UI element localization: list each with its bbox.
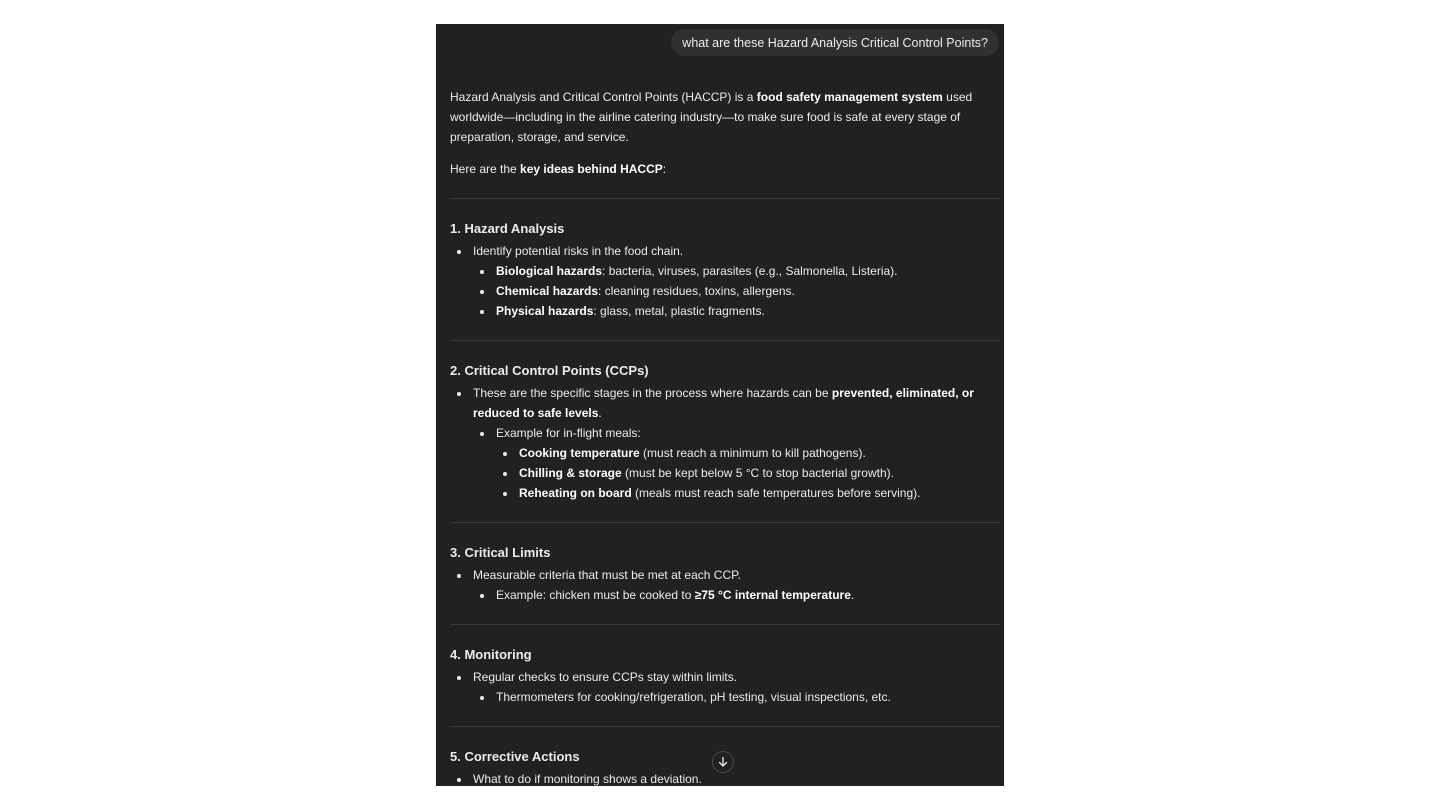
list-item — [450, 301, 1000, 321]
list-item-text: (meals must reach safe temperatures before serving). — [631, 486, 921, 500]
bullet-list — [450, 241, 1000, 321]
list-item-bold: Chilling & storage — [519, 466, 622, 480]
list-item-text: Thermometers for cooking/refrigeration, pH testing, visual inspections, etc. — [496, 690, 891, 704]
intro-bold: food safety management system — [756, 90, 943, 104]
bullet-icon — [480, 310, 484, 314]
list-item-bold: prevented, eliminated, or reduced to safe levels — [473, 386, 974, 420]
bullet-icon — [480, 270, 484, 274]
list-item — [450, 585, 1000, 605]
bullet-icon — [457, 676, 461, 680]
key-ideas-text-c: : — [662, 162, 667, 176]
list-item — [450, 687, 1000, 707]
intro-text-a: Hazard Analysis and Critical Control Points (HACCP) is a — [450, 90, 757, 104]
section-heading: 3. Critical Limits — [450, 545, 551, 560]
section-critical-control-points — [450, 341, 1000, 522]
list-item-text: Example for in-flight meals: — [496, 426, 641, 440]
bullet-list — [450, 383, 1000, 503]
intro-text-c: used worldwide—including in the airline catering industry—to make sure food is safe at every stage of preparation, storage, and service. — [450, 90, 973, 144]
list-item — [450, 261, 1000, 281]
bullet-icon — [503, 452, 507, 456]
key-ideas-text-a: Here are the — [450, 162, 521, 176]
list-item-text: What to do if monitoring shows a deviation. — [473, 772, 702, 786]
list-item-bold: Biological hazards — [496, 264, 603, 278]
section-heading: 1. Hazard Analysis — [450, 221, 565, 236]
key-ideas-paragraph — [450, 159, 1000, 179]
list-item-text: . — [850, 588, 855, 602]
bullet-icon — [503, 472, 507, 476]
bullet-icon — [480, 696, 484, 700]
section-critical-limits — [450, 523, 1000, 624]
bullet-icon — [503, 492, 507, 496]
user-message-bubble — [671, 29, 999, 56]
bullet-list — [450, 565, 1000, 605]
list-item-text: : cleaning residues, toxins, allergens. — [598, 284, 795, 298]
intro-paragraph — [450, 87, 1000, 147]
list-item — [450, 443, 1000, 463]
key-ideas-bold: key ideas behind HACCP — [520, 162, 663, 176]
scroll-to-bottom-button[interactable] — [712, 751, 734, 773]
list-item — [450, 383, 1000, 423]
list-item-text: Example: chicken must be cooked to — [496, 588, 695, 602]
list-item — [450, 423, 1000, 443]
section-heading: 5. Corrective Actions — [450, 749, 580, 764]
assistant-response — [450, 87, 1000, 786]
list-item-bold: Physical hazards — [496, 304, 594, 318]
bullet-icon — [457, 392, 461, 396]
list-item — [450, 565, 1000, 585]
list-item-bold: ≥75 °C internal temperature — [694, 588, 851, 602]
section-monitoring — [450, 625, 1000, 726]
list-item — [450, 463, 1000, 483]
chat-panel — [436, 24, 1004, 786]
list-item-text: Regular checks to ensure CCPs stay within limits. — [473, 670, 738, 684]
list-item-text: Measurable criteria that must be met at each CCP. — [473, 568, 741, 582]
list-item-bold: Reheating on board — [519, 486, 632, 500]
bullet-icon — [457, 574, 461, 578]
list-item — [450, 241, 1000, 261]
list-item-text: (must reach a minimum to kill pathogens). — [639, 446, 866, 460]
list-item-text: Identify potential risks in the food chain. — [473, 244, 684, 258]
section-heading: 2. Critical Control Points (CCPs) — [450, 363, 649, 378]
list-item-text: . — [598, 406, 602, 420]
section-heading: 4. Monitoring — [450, 647, 532, 662]
arrow-down-icon — [717, 756, 729, 768]
list-item-text: : glass, metal, plastic fragments. — [593, 304, 765, 318]
list-item-bold: Chemical hazards — [496, 284, 599, 298]
bullet-icon — [457, 250, 461, 254]
user-message-text: what are these Hazard Analysis Critical Control Points? — [682, 36, 988, 50]
bullet-icon — [480, 594, 484, 598]
list-item-bold: Cooking temperature — [519, 446, 640, 460]
bullet-icon — [457, 778, 461, 782]
list-item — [450, 667, 1000, 687]
list-item — [450, 483, 1000, 503]
bullet-icon — [480, 290, 484, 294]
list-item-text: (must be kept below 5 °C to stop bacterial growth). — [621, 466, 894, 480]
section-hazard-analysis — [450, 199, 1000, 340]
list-item — [450, 281, 1000, 301]
list-item-text: These are the specific stages in the process where hazards can be — [473, 386, 832, 400]
bullet-list — [450, 667, 1000, 707]
list-item-text: : bacteria, viruses, parasites (e.g., Salmonella, Listeria). — [602, 264, 898, 278]
bullet-icon — [480, 432, 484, 436]
